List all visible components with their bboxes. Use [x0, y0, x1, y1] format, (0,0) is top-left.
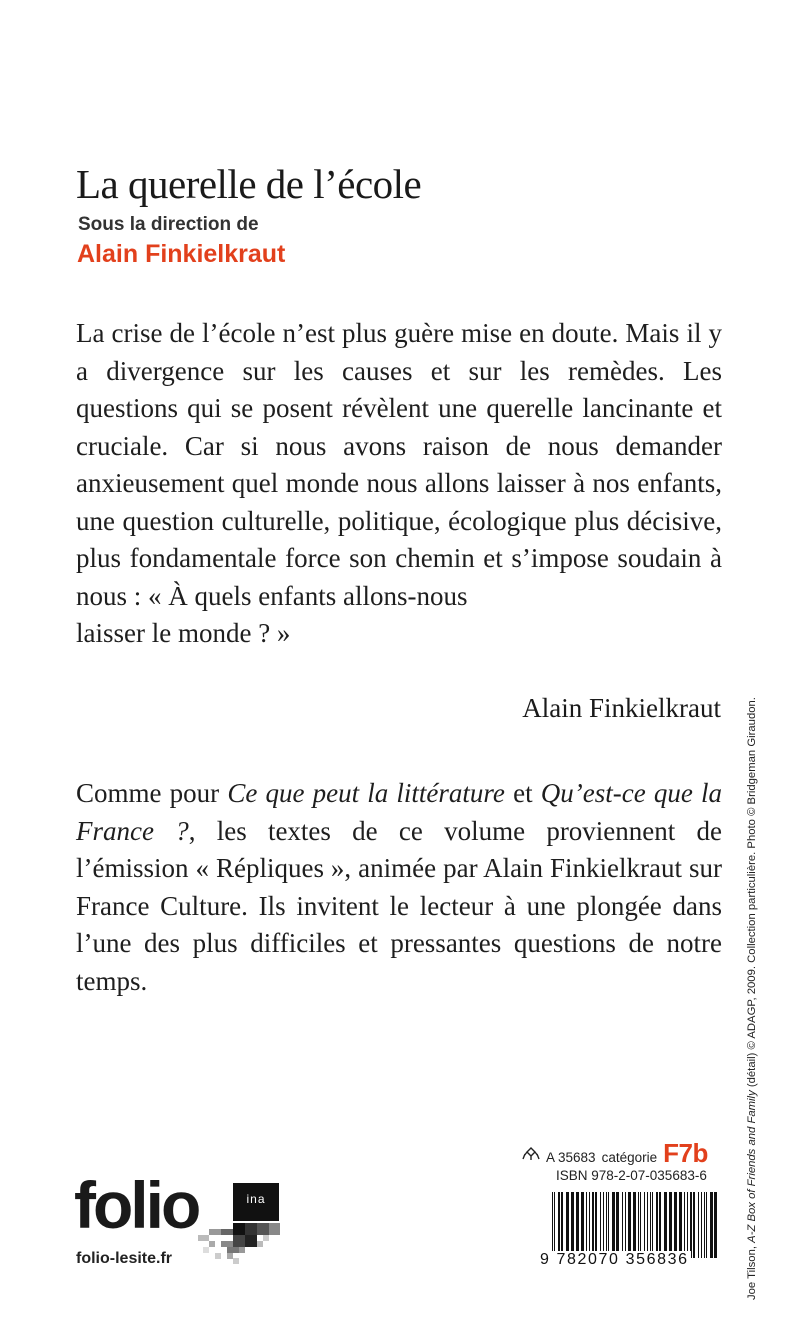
book-reference-2: Qu’est-ce que la France ?	[76, 778, 722, 846]
reference-code: A 35683	[546, 1150, 596, 1165]
description-paragraph	[76, 775, 722, 1000]
barcode-digits: 9 782070 356836	[540, 1251, 689, 1268]
quote-signature: Alain Finkielkraut	[522, 693, 721, 723]
ina-logo	[233, 1183, 279, 1221]
quote-paragraph	[76, 315, 722, 653]
ina-logo-text: ina	[246, 1192, 266, 1206]
description-conjunction: et	[504, 778, 541, 808]
folio-website: folio-lesite.fr	[76, 1250, 173, 1267]
folio-logo: folio	[74, 1168, 199, 1242]
author-name: Alain Finkielkraut	[77, 240, 286, 268]
quote-text-end: laisser le monde ? »	[76, 618, 291, 648]
credit-artist: Joe Tilson,	[746, 1242, 758, 1300]
isbn: ISBN 978-2-07-035683-6	[556, 1168, 707, 1183]
book-title: La querelle de l’école	[76, 161, 422, 207]
category-code: F7b	[663, 1138, 708, 1168]
folio-series-icon	[522, 1147, 540, 1161]
category-label: catégorie	[601, 1150, 658, 1165]
credit-work-title: A-Z Box of Friends and Family	[746, 1090, 758, 1243]
description-body: , les textes de ce volume proviennent de l’émission « Répliques », animée par Alain Finkielkraut sur France Culture. Ils invitent le lecteur à une plongée dans l’une des plus difficiles et pressantes questions de notre temps.	[76, 815, 723, 996]
editor-label: Sous la direction de	[78, 214, 259, 235]
quote-text: La crise de l’école n’est plus guère mise en doute. Mais il y a divergence sur les causes et sur les remèdes. Les questions qui se posent révèlent une querelle lancinante et cruciale. Car si nous avons raison de nous demander anxieusement quel monde nous allons laisser à nos enfants, une question culturelle, politique, écologique plus décisive, plus fondamentale force son chemin et s’impose soudain à nous : « À quels enfants allons-nous	[76, 318, 722, 611]
reference-line	[522, 1138, 708, 1169]
description-intro: Comme pour	[76, 778, 228, 808]
book-reference-1: Ce que peut la littérature	[227, 778, 505, 808]
image-credit	[746, 697, 758, 1300]
credit-rights: (détail) © ADAGP, 2009. Collection particulière. Photo © Bridgeman Giraudon.	[746, 697, 758, 1091]
